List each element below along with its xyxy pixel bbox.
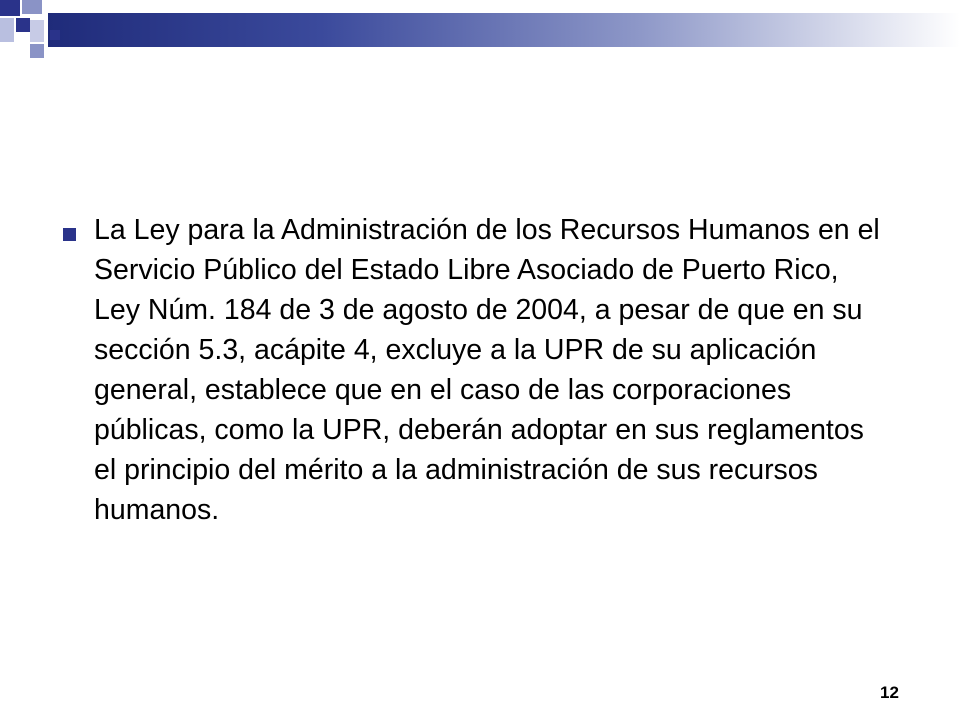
decor-square <box>30 20 44 42</box>
slide-number: 12 <box>880 683 899 702</box>
bullet-item <box>60 210 920 530</box>
bullet-text: La Ley para la Administración de los Recursos Humanos en el Servicio Público del Estado Libre Asociado de Puerto Rico, Ley Núm. 184 de 3 de agosto de 2004, a pesar de que en su sección 5.3, acápite 4, excluye a la UPR de su aplicación general, establece que en el caso de las corporaciones públicas, como la UPR, deberán adoptar en sus reglamentos el principio del mérito a la administración de sus recursos humanos. <box>94 214 880 526</box>
decor-square <box>0 18 14 42</box>
header-gradient-band <box>48 13 960 47</box>
header-decoration <box>0 0 960 64</box>
decor-square <box>22 0 42 14</box>
decor-square <box>0 0 20 16</box>
bullet-square-icon <box>63 228 76 241</box>
decor-square <box>30 44 44 58</box>
decor-square <box>16 18 30 32</box>
decor-square <box>50 30 60 40</box>
slide-content <box>60 210 920 530</box>
